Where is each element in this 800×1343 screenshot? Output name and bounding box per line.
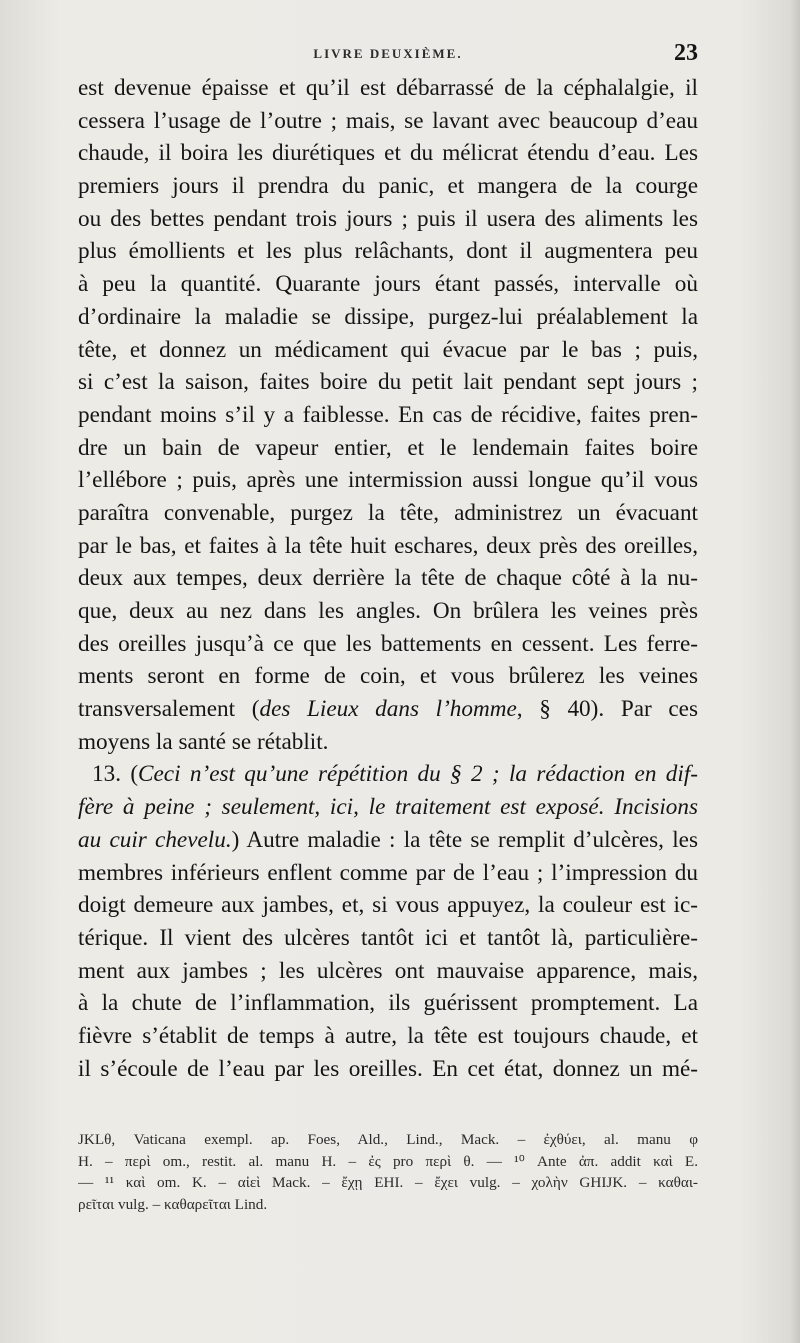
text-line: deux aux tempes, deux derrière la tête de chaque côté à la nu- xyxy=(78,565,698,592)
editorial-note-line xyxy=(78,791,698,824)
running-head xyxy=(78,40,698,68)
text-line: si c’est la saison, faites boire du petit lait pendant sept jours ; xyxy=(78,369,698,396)
text-line: tête, et donnez un médicament qui évacue par le bas ; puis, xyxy=(78,336,698,363)
footnote-line: JKLθ, Vaticana exempl. ap. Foes, Ald., Lind., Mack. – ἐχθύει, al. manu φ xyxy=(78,1131,698,1148)
text-line: des oreilles jusqu’à ce que les battements en cessent. Les ferre- xyxy=(78,630,698,657)
footnote-line: — ¹¹ καὶ om. K. – αἰεὶ Mack. – ἔχῃ EHI. – ἔχει vulg. – χολὴν GHIJK. – καθαι- xyxy=(78,1174,698,1191)
text-line: que, deux au nez dans les angles. On brûlera les veines près xyxy=(78,598,698,624)
text-line: pendant moins s’il y a faiblesse. En cas de récidive, faites pren- xyxy=(78,401,698,428)
text-line: chaude, il boira les diurétiques et du mélicrat étendu d’eau. Les xyxy=(78,140,698,167)
paragraph-end-line: moyens la santé se rétablit. xyxy=(78,728,329,755)
text-line: est devenue épaisse et qu’il est débarrassé de la céphalalgie, il xyxy=(78,75,698,101)
editorial-note: Ceci n’est qu’une répétition du § 2 ; la rédaction en dif- xyxy=(138,761,698,788)
text-line: ment aux jambes ; les ulcères ont mauvaise apparence, mais, xyxy=(78,957,698,984)
editorial-note: fère à peine ; seulement, ici, le traitement est exposé. Incisions xyxy=(78,794,698,821)
text-line: cessera l’usage de l’outre ; mais, se lavant avec beaucoup d’eau xyxy=(78,107,698,134)
text-line: l’ellébore ; puis, après une intermission aussi longue qu’il vous xyxy=(78,467,698,494)
text-line: d’ordinaire la maladie se dissipe, purgez-lui préalablement la xyxy=(78,303,698,330)
text-line: plus émollients et les plus relâchants, dont il augmentera peu xyxy=(78,238,698,265)
footnote-line: H. – περὶ om., restit. al. manu H. – ἐς pro περὶ θ. — ¹⁰ Ante ἀπ. addit καὶ E. xyxy=(78,1152,698,1170)
text-line: premiers jours il prendra du panic, et mangera de la courge xyxy=(78,173,698,200)
text-segment: transversalement ( xyxy=(78,696,260,723)
text-line: ments seront en forme de coin, et vous brûlerez les veines xyxy=(78,663,698,690)
text-segment: ) Autre maladie : la tête se remplit d’ulcères, les xyxy=(231,826,698,853)
citation-title: des Lieux dans l’homme xyxy=(259,696,517,723)
text-line-citation xyxy=(78,693,698,726)
text-line: térique. Il vient des ulcères tantôt ici et tantôt là, particulière- xyxy=(78,924,698,951)
text-line: à peu la quantité. Quarante jours étant passés, intervalle où xyxy=(78,271,698,298)
text-segment: , § 40). Par ces xyxy=(516,696,698,723)
section-13-heading-line xyxy=(78,758,698,791)
page-edge-shadow xyxy=(790,0,800,1343)
text-line: par le bas, et faites à la tête huit eschares, deux près des oreilles, xyxy=(78,532,698,559)
footnotes xyxy=(78,1129,698,1215)
text-line: membres inférieurs enflent comme par de l’eau ; l’impression du xyxy=(78,859,698,886)
page-number: 23 xyxy=(674,40,698,66)
text-line-note-end xyxy=(78,824,698,857)
text-line: paraîtra convenable, purgez la tête, administrez un évacuant xyxy=(78,499,698,526)
text-line: il s’écoule de l’eau par les oreilles. En cet état, donnez un mé- xyxy=(78,1055,698,1082)
text-line: dre un bain de vapeur entier, et le lendemain faites boire xyxy=(78,434,698,461)
footnote-line: ρεῖται vulg. – καθαρεῖται Lind. xyxy=(78,1195,268,1213)
text-line: doigt demeure aux jambes, et, si vous appuyez, la couleur est ic- xyxy=(78,892,698,919)
text-line: ou des bettes pendant trois jours ; puis il usera des aliments les xyxy=(78,205,698,232)
main-text xyxy=(78,72,698,1085)
running-title: LIVRE DEUXIÈME. xyxy=(313,46,463,61)
section-number: 13. ( xyxy=(92,761,139,788)
text-line: à la chute de l’inflammation, ils guérissent promptement. La xyxy=(78,990,698,1017)
editorial-note: au cuir chevelu. xyxy=(78,826,232,853)
text-line: fièvre s’établit de temps à autre, la tête est toujours chaude, et xyxy=(78,1022,698,1049)
